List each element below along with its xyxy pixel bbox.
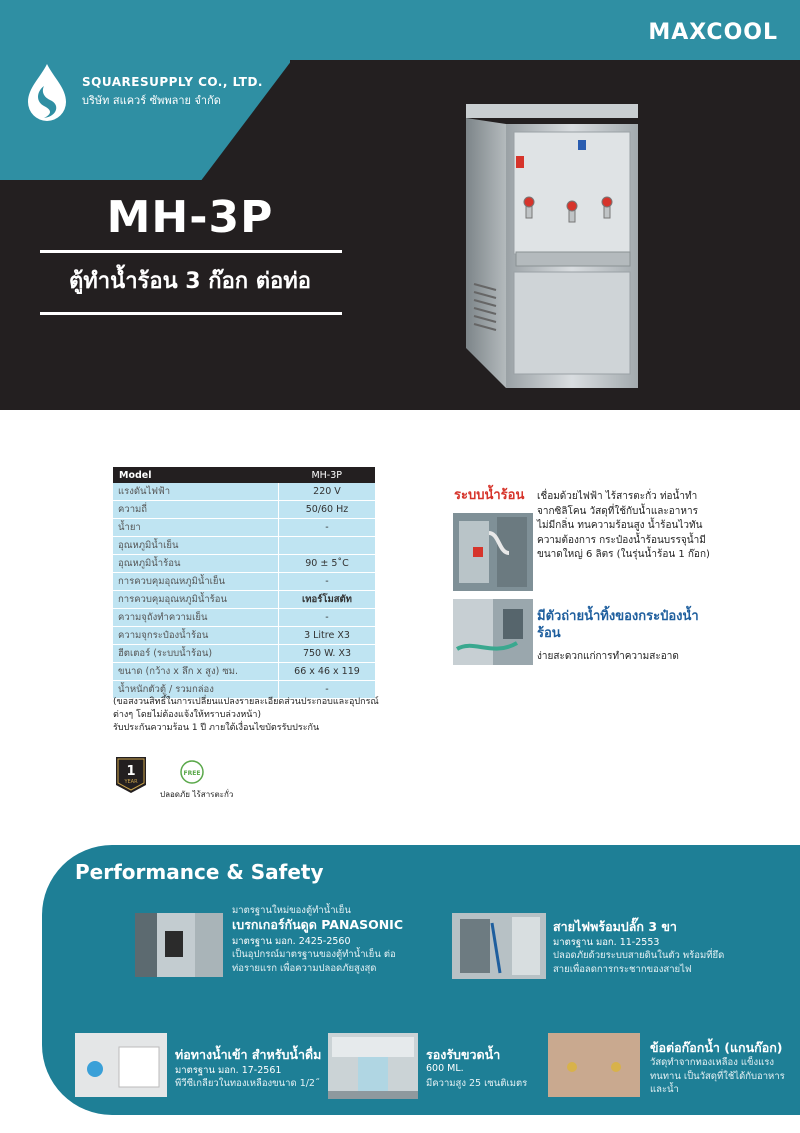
breaker-photo bbox=[135, 913, 223, 977]
spec-value: - bbox=[278, 681, 375, 699]
hot-system-photo bbox=[453, 513, 533, 591]
plug-title: สายไฟพร้อมปลั๊ก 3 ขา bbox=[553, 919, 677, 934]
spec-label: การควบคุมอุณหภูมิน้ำเย็น bbox=[113, 573, 278, 591]
spec-label: น้ำหนักตัวตู้ / รวมกล่อง bbox=[113, 681, 278, 699]
company-name-en: SQUARESUPPLY CO., LTD. bbox=[82, 75, 263, 89]
table-row bbox=[113, 609, 375, 627]
spec-label: ความจุกระป๋องน้ำร้อน bbox=[113, 627, 278, 645]
spec-value: 3 Litre X3 bbox=[278, 627, 375, 645]
note-line: (ขอสงวนสิทธิ์ในการเปลี่ยนแปลงรายละเอียดส่วนประกอบและอุปกรณ์ bbox=[113, 697, 379, 707]
table-row bbox=[113, 519, 375, 537]
table-row bbox=[113, 483, 375, 501]
spec-value: 66 x 46 x 119 bbox=[278, 663, 375, 681]
warranty-text: YEAR bbox=[124, 779, 138, 785]
table-row bbox=[113, 555, 375, 573]
table-row bbox=[113, 537, 375, 555]
warranty-badge-icon bbox=[116, 757, 146, 793]
drain-photo bbox=[453, 599, 533, 665]
spec-value: 50/60 Hz bbox=[278, 501, 375, 519]
breaker-title: เบรกเกอร์กันดูด PANASONIC bbox=[232, 917, 403, 932]
tap-title: ข้อต่อก๊อกน้ำ (แกนก๊อก) bbox=[650, 1040, 783, 1055]
lead-free-caption: ปลอดภัย ไร้สารตะกั่ว bbox=[160, 790, 234, 799]
performance-title: Performance & Safety bbox=[75, 860, 324, 884]
drain-title: มีตัวถ่ายน้ำทิ้งของกระป๋องน้ำร้อน bbox=[537, 609, 699, 641]
spec-label: อุณหภูมิน้ำร้อน bbox=[113, 555, 278, 573]
breaker-text: เป็นอุปกรณ์มาตรฐานของตู้ทำน้ำเย็น ต่อท่อรายแรก เพื่อความปลอดภัยสูงสุด bbox=[232, 949, 396, 974]
spec-label: ขนาด (กว้าง x ลึก x สูง) ซม. bbox=[113, 663, 278, 681]
spec-value: 750 W. X3 bbox=[278, 645, 375, 663]
spec-table bbox=[113, 467, 375, 699]
lead-free-text: FREE bbox=[183, 770, 201, 777]
company-logo bbox=[22, 62, 263, 122]
note-line: ต่างๆ โดยไม่ต้องแจ้งให้ทราบล่วงหน้า) bbox=[113, 710, 261, 720]
breaker-pre: มาตรฐานใหม่ของตู้ทำน้ำเย็น bbox=[232, 905, 351, 916]
plug-photo bbox=[452, 913, 546, 979]
tray-capacity: 600 ML. bbox=[426, 1063, 464, 1074]
spec-header-row bbox=[113, 467, 375, 483]
inlet-standard: มาตรฐาน มอก. 17-2561 bbox=[175, 1065, 282, 1076]
table-row bbox=[113, 627, 375, 645]
spec-value: 90 ± 5˚C bbox=[278, 555, 375, 573]
tap-fitting-photo bbox=[548, 1033, 640, 1097]
model-title: MH-3P bbox=[106, 192, 274, 243]
inlet-photo bbox=[75, 1033, 167, 1097]
spec-label: ความจุถังทำความเย็น bbox=[113, 609, 278, 627]
table-row bbox=[113, 645, 375, 663]
title-rule-bottom bbox=[40, 312, 342, 315]
spec-label: น้ำยา bbox=[113, 519, 278, 537]
spec-value bbox=[278, 537, 375, 555]
disclaimer-note bbox=[113, 696, 383, 735]
inlet-title: ท่อทางน้ำเข้า สำหรับน้ำดื่ม bbox=[175, 1047, 322, 1062]
breaker-standard: มาตรฐาน มอก. 2425-2560 bbox=[232, 936, 351, 947]
spec-value: - bbox=[278, 519, 375, 537]
spec-label: ฮีตเตอร์ (ระบบน้ำร้อน) bbox=[113, 645, 278, 663]
spec-value: เทอร์โมสตัท bbox=[278, 591, 375, 609]
title-rule-top bbox=[40, 250, 342, 253]
note-line: รับประกันความร้อน 1 ปี ภายใต้เงื่อนไขบัตรรับประกัน bbox=[113, 723, 320, 733]
product-subtitle: ตู้ทำน้ำร้อน 3 ก๊อก ต่อท่อ bbox=[69, 269, 311, 294]
spec-header-label: Model bbox=[113, 467, 278, 483]
spec-header-value: MH-3P bbox=[278, 467, 375, 483]
spec-value: 220 V bbox=[278, 483, 375, 501]
warranty-number: 1 bbox=[126, 764, 136, 779]
lead-free-badge-icon bbox=[180, 760, 204, 784]
spec-label: อุณหภูมิน้ำเย็น bbox=[113, 537, 278, 555]
table-row bbox=[113, 663, 375, 681]
plug-standard: มาตรฐาน มอก. 11-2553 bbox=[553, 937, 660, 948]
tray-text: มีความสูง 25 เซนติเมตร bbox=[426, 1078, 528, 1089]
spec-label: ความถี่ bbox=[113, 501, 278, 519]
plug-text: ปลอดภัยด้วยระบบสายดินในตัว พร้อมที่ยึดสายเพื่อลดการกระชากของสายไฟ bbox=[553, 950, 725, 975]
spec-value: - bbox=[278, 609, 375, 627]
brand-logo: MAXCOOL bbox=[648, 20, 778, 45]
hot-system-text: เชื่อมด้วยไฟฟ้า ไร้สารตะกั่ว ท่อน้ำทำจากซิลิโคน วัสดุที่ใช้กับน้ำและอาหาร ไม่มีกลิ่น ทนความร้อนสูง น้ำร้อนไวทันความต้องการ กระป๋องน้ำร้อนบรรจุน้ำมีขนาดใหญ่ 6 ลิตร (ในรุ่นน้ำร้อน 1 ก๊อก) bbox=[537, 491, 710, 561]
water-heater-cabinet-image bbox=[466, 104, 638, 388]
drain-text: ง่ายสะดวกแก่การทำความสะอาด bbox=[537, 651, 679, 662]
inlet-text: พีวีซีเกลียวในทองเหลืองขนาด 1/2˝ bbox=[175, 1078, 320, 1089]
bottle-tray-photo bbox=[328, 1033, 418, 1099]
spec-label: การควบคุมอุณหภูมิน้ำร้อน bbox=[113, 591, 278, 609]
table-row bbox=[113, 573, 375, 591]
tap-text: วัสดุทำจากทองเหลือง แข็งแรง ทนทาน เป็นวัสดุที่ใช้ได้กับอาหารและน้ำ bbox=[650, 1057, 785, 1095]
company-name-th: บริษัท สแควร์ ซัพพลาย จำกัด bbox=[82, 94, 221, 107]
tray-title: รองรับขวดน้ำ bbox=[426, 1047, 501, 1062]
spec-label: แรงดันไฟฟ้า bbox=[113, 483, 278, 501]
table-row bbox=[113, 591, 375, 609]
water-drop-logo-icon bbox=[22, 62, 72, 122]
spec-value: - bbox=[278, 573, 375, 591]
hot-system-title: ระบบน้ำร้อน bbox=[454, 488, 525, 503]
table-row bbox=[113, 501, 375, 519]
